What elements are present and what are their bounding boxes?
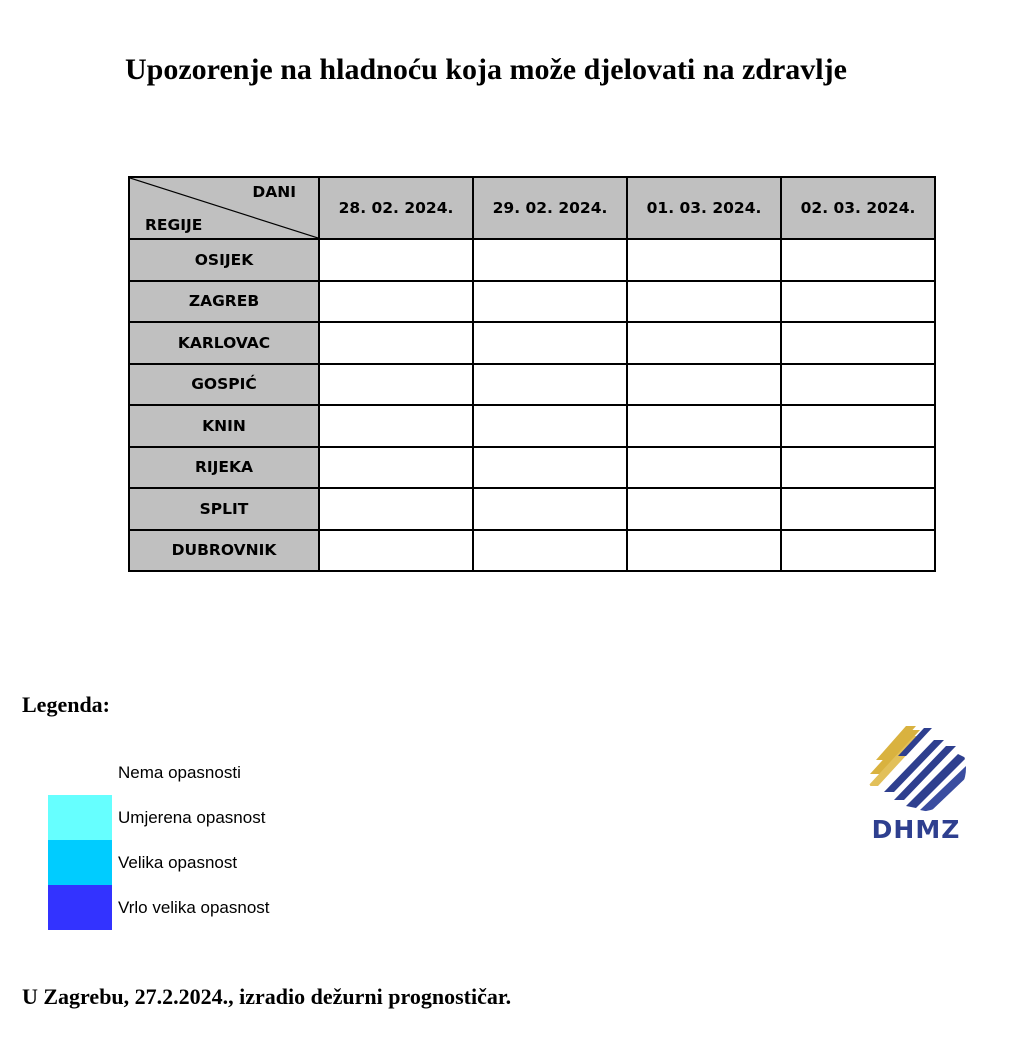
warning-table — [128, 176, 936, 572]
warning-cell — [627, 239, 781, 281]
region-name: RIJEKA — [129, 447, 319, 489]
warning-cell — [473, 364, 627, 406]
warning-cell — [473, 530, 627, 572]
warning-cell — [473, 239, 627, 281]
table-header-row — [129, 177, 935, 239]
warning-cell — [473, 447, 627, 489]
table-row — [129, 281, 935, 323]
warning-cell — [627, 447, 781, 489]
warning-cell — [781, 405, 935, 447]
region-name: OSIJEK — [129, 239, 319, 281]
footer-note: U Zagrebu, 27.2.2024., izradio dežurni prognostičar. — [22, 984, 512, 1009]
date-header: 28. 02. 2024. — [319, 177, 473, 239]
warning-cell — [781, 322, 935, 364]
warning-cell — [781, 281, 935, 323]
page-title: Upozorenje na hladnoću koja može djelovati na zdravlje — [125, 53, 847, 86]
date-header: 01. 03. 2024. — [627, 177, 781, 239]
region-name: DUBROVNIK — [129, 530, 319, 572]
warning-cell — [627, 364, 781, 406]
warning-cell — [319, 322, 473, 364]
legend-swatch — [48, 840, 112, 885]
warning-cell — [627, 281, 781, 323]
table-row — [129, 530, 935, 572]
warning-cell — [627, 405, 781, 447]
legend-label: Nema opasnosti — [118, 762, 241, 782]
region-name: ZAGREB — [129, 281, 319, 323]
legend-swatch — [48, 885, 112, 930]
dhmz-logo-icon — [862, 722, 970, 814]
legend-item — [48, 750, 241, 795]
table-row — [129, 239, 935, 281]
warning-cell — [473, 281, 627, 323]
table-row — [129, 364, 935, 406]
table-row — [129, 322, 935, 364]
warning-cell — [319, 405, 473, 447]
region-name: SPLIT — [129, 488, 319, 530]
warning-cell — [319, 530, 473, 572]
legend-item — [48, 885, 270, 930]
warning-cell — [781, 447, 935, 489]
warning-cell — [781, 530, 935, 572]
date-header: 02. 03. 2024. — [781, 177, 935, 239]
legend-swatch — [48, 750, 112, 795]
warning-cell — [319, 281, 473, 323]
warning-cell — [319, 488, 473, 530]
warning-cell — [627, 530, 781, 572]
date-header: 29. 02. 2024. — [473, 177, 627, 239]
legend-label: Umjerena opasnost — [118, 807, 266, 827]
warning-cell — [781, 364, 935, 406]
legend-swatch — [48, 795, 112, 840]
warning-cell — [473, 488, 627, 530]
table-row — [129, 488, 935, 530]
warning-cell — [473, 322, 627, 364]
legend-label: Velika opasnost — [118, 852, 238, 872]
logo-text: DHMZ — [871, 815, 961, 844]
warning-cell — [319, 364, 473, 406]
legend-label: Vrlo velika opasnost — [118, 897, 270, 917]
legend-item — [48, 795, 265, 840]
warning-cell — [319, 239, 473, 281]
region-name: GOSPIĆ — [129, 364, 319, 406]
legend-item — [48, 840, 237, 885]
region-name: KNIN — [129, 405, 319, 447]
table-row — [129, 447, 935, 489]
warning-cell — [781, 239, 935, 281]
warning-cell — [319, 447, 473, 489]
warning-cell — [627, 488, 781, 530]
warning-cell — [781, 488, 935, 530]
warning-cell — [627, 322, 781, 364]
table-row — [129, 405, 935, 447]
corner-days-label: DANI — [252, 183, 296, 201]
legend-title: Legenda: — [22, 692, 110, 717]
table-corner-cell — [129, 177, 319, 239]
dhmz-logo — [862, 722, 970, 847]
region-name: KARLOVAC — [129, 322, 319, 364]
corner-regions-label: REGIJE — [145, 216, 203, 234]
warning-cell — [473, 405, 627, 447]
